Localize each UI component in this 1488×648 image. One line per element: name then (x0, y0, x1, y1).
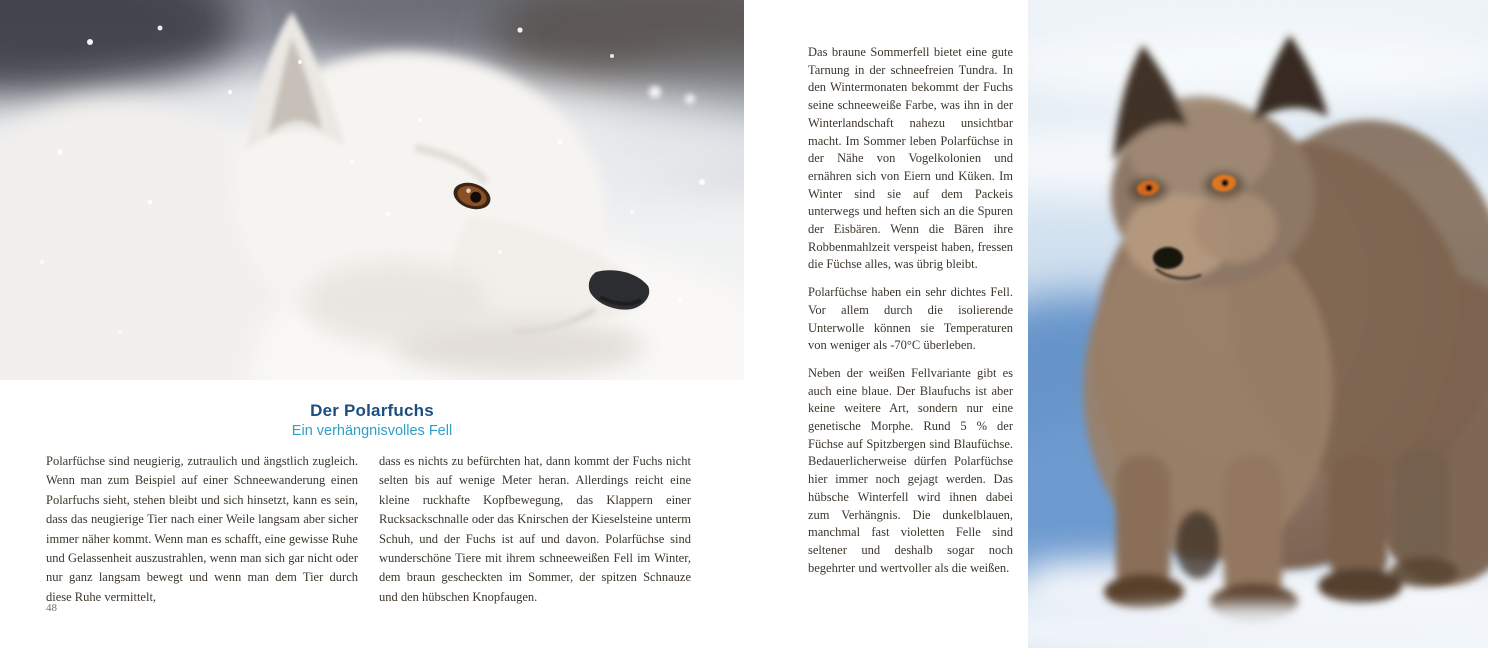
right-page (744, 0, 1488, 648)
body-column-1: Polarfüchse sind neugierig, zutraulich und ängstlich zugleich. Wenn man zum Beispiel auf einer Schneewanderung einen Polarfuchs sieht, stehen bleibt und sich hinsetzt, kann es sein, dass das neugierige Tier nach einer Weile langsam aber sicher immer näher kommt. Wenn man es schafft, eine gewisse Ruhe und Gelassenheit auszustrahlen, wenn man sich gar nicht oder nur ganz langsam bewegt und wenn man dem Tier durch diese Ruhe vermittelt, (46, 454, 358, 604)
blue-morph-fox-photo (1028, 0, 1488, 648)
chapter-heading (0, 401, 744, 440)
paragraph-summer-winter-coat: Das braune Sommerfell bietet eine gute Tarnung in der schneefreien Tundra. In den Wintermonaten bekommt der Fuchs seine schneeweiße Farbe, was ihn in der Winterlandschaft nahezu unsichtbar macht. Im Sommer leben Polarfüchse in der Nähe von Vogelkolonien und ernähren sich von Eiern und Küken. Im Winter sind sie auf dem Packeis unterwegs und heften sich an die Spuren der Eisbären. Wenn die Bären ihre Robbenmahlzeit verspeist haben, fressen die Füchse alles, was übrig bleibt. (808, 45, 1013, 272)
chapter-title: Der Polarfuchs (310, 401, 434, 420)
paragraph-blue-fox: Neben der weißen Fellvariante gibt es auch eine blaue. Der Blaufuchs ist aber keine weitere Art, sondern nur eine genetische Morphe. Rund 5 % der Füchse auf Spitzbergen sind Blaufüchse. Bedauerlicherweise dürfen Polarfüchse hier immer noch gejagt werden. Das hübsche Winterfell wird ihnen dabei zum Verhängnis. Die dunkelblauen, manchmal fast violetten Felle sind seltener und deshalb sogar noch begehrter und wertvoller als die weißen. (808, 365, 1013, 575)
body-text-columns (46, 452, 691, 607)
body-column-2: dass es nichts zu befürchten hat, dann kommt der Fuchs nicht selten bis auf wenige Meter heran. Allerdings reicht eine kleine ruckhafte Kopfbewegung, das Klappern einer Rucksackschnalle oder das Knirschen der Kieselsteine unterm Schuh, und der Fuchs ist auf und davon. Polarfüchse sind wunderschöne Tiere mit ihrem schneeweißen Fell im Winter, dem braun gescheckten im Sommer, der spitzen Schnauze und den hübschen Knopfaugen. (379, 454, 691, 604)
white-arctic-fox-illustration (0, 0, 744, 380)
blue-morph-fox-illustration (1028, 0, 1488, 648)
page-number: 48 (46, 602, 57, 614)
chapter-subtitle: Ein verhängnisvolles Fell (291, 423, 453, 439)
white-arctic-fox-photo (0, 0, 744, 380)
right-page-text-column (808, 44, 1013, 587)
paragraph-dense-fur: Polarfüchse haben ein sehr dichtes Fell. Vor allem durch die isolierende Unterwolle können sie Temperaturen von weniger als -70°C überleben. (808, 285, 1013, 353)
